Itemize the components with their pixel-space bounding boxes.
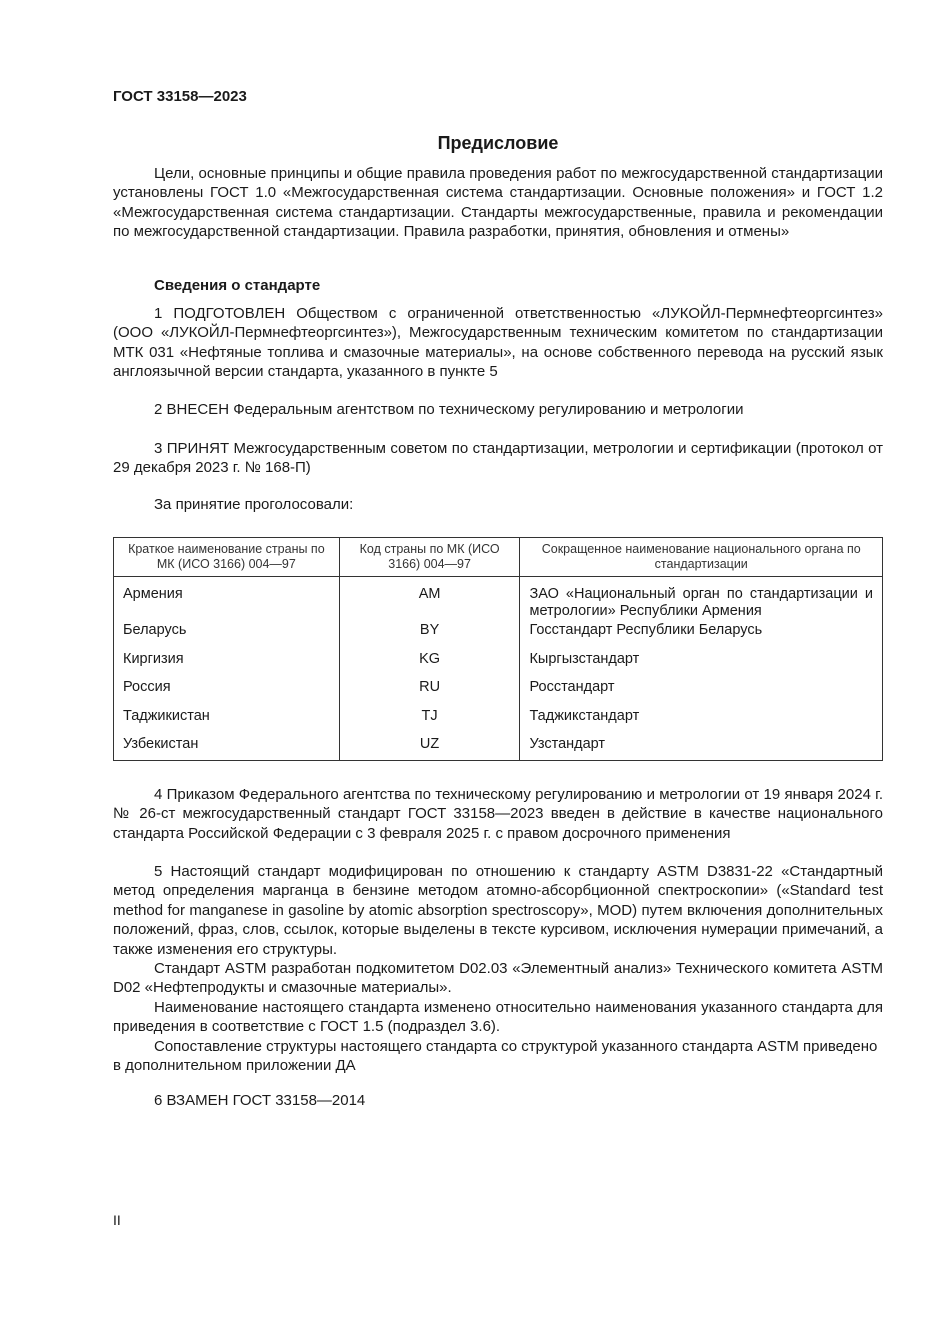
table-row (114, 622, 883, 651)
country-cell: Киргизия (114, 651, 340, 680)
table-row (114, 708, 883, 737)
intro-paragraph: Цели, основные принципы и общие правила проведения работ по межгосударственной стандартизации установлены ГОСТ 1.0 «Межгосударственная система стандартизации. Основные положения» и ГОСТ 1.2 «Межгосударственная система стандартизации. Стандарты межгосударственные, правила и рекомендации по межгосударственной стандартизации. Правила разработки, принятия, обновления и отмены» (113, 165, 883, 241)
body-cell: ЗАО «Национальный орган по стандартизации и метрологии» Республики Армения (520, 577, 883, 623)
country-cell: Беларусь (114, 622, 340, 651)
body-cell: Таджикстандарт (520, 708, 883, 737)
document-header: ГОСТ 33158—2023 (113, 88, 247, 105)
table-header-row (114, 538, 883, 577)
page-title: Предисловие (437, 133, 559, 153)
table-row (114, 736, 883, 761)
voted-label: За принятие проголосовали: (154, 496, 354, 513)
item-5-paragraph: 5 Настоящий стандарт модифицирован по отношению к стандарту ASTM D3831-22 «Стандартный метод определения марганца в бензине методом атомно-абсорбционной спектроскопии» («Standard test method for manganese in gasoline by atomic absorption spectroscopy», MOD) путем включения дополнительных положений, фраз, слов, ссылок, которые выделены в тексте курсивом, исключения нумерации примечаний, а также изменения его структуры. (113, 863, 883, 958)
voting-table (113, 537, 883, 761)
table-row (114, 679, 883, 708)
table-row (114, 577, 883, 623)
item-4-paragraph: 4 Приказом Федерального агентства по техническому регулированию и метрологии от 19 января 2024 г. № 26-ст межгосударственный стандарт ГОСТ 33158—2023 введен в действие в качестве национального стандарта Российской Федерации с 3 февраля 2025 г. с правом досрочного применения (113, 786, 883, 842)
page-number: II (113, 1212, 121, 1228)
country-cell: Россия (114, 679, 340, 708)
item-5-note-name: Наименование настоящего стандарта изменено относительно наименования указанного стандарта для приведения в соответствие с ГОСТ 1.5 (подраздел 3.6). (113, 998, 883, 1036)
code-cell: KG (339, 651, 520, 680)
code-cell: BY (339, 622, 520, 651)
code-cell: TJ (339, 708, 520, 737)
table-header-code: Код страны по МК (ИСО 3166) 004—97 (339, 538, 520, 577)
item-6-paragraph: 6 ВЗАМЕН ГОСТ 33158—2014 (154, 1092, 366, 1109)
code-cell: RU (339, 679, 520, 708)
code-cell: AM (339, 577, 520, 623)
item-3-paragraph: 3 ПРИНЯТ Межгосударственным советом по стандартизации, метрологии и сертификации (протокол от 29 декабря 2023 г. № 168-П) (113, 440, 883, 477)
body-cell: Кыргызстандарт (520, 651, 883, 680)
item-2-paragraph: 2 ВНЕСЕН Федеральным агентством по техническому регулированию и метрологии (154, 401, 744, 418)
country-cell: Таджикистан (114, 708, 340, 737)
item-5-note-astm: Стандарт ASTM разработан подкомитетом D02.03 «Элементный анализ» Технического комитета ASTM D02 «Нефтепродукты и смазочные материалы». (113, 960, 883, 997)
section-title: Сведения о стандарте (154, 277, 321, 294)
table-row (114, 651, 883, 680)
item-5-note-structure: Сопоставление структуры настоящего стандарта со структурой указанного стандарта ASTM приведено в дополнительном приложении ДА (113, 1037, 878, 1075)
item-5-section (113, 862, 883, 1075)
body-cell: Госстандарт Республики Беларусь (520, 622, 883, 651)
item-1-paragraph: 1 ПОДГОТОВЛЕН Обществом с ограниченной ответственностью «ЛУКОЙЛ-Пермнефтеоргсинтез» (ООО «ЛУКОЙЛ-Пермнефтеоргсинтез»), Межгосударственным техническим комитетом по стандартизации МТК 031 «Нефтяные топлива и смазочные материалы», на основе собственного перевода на русский язык англоязычной версии стандарта, указанного в пункте 5 (113, 305, 883, 381)
body-cell: Узстандарт (520, 736, 883, 761)
body-cell: Росстандарт (520, 679, 883, 708)
code-cell: UZ (339, 736, 520, 761)
table-header-country: Краткое наименование страны по МК (ИСО 3166) 004—97 (114, 538, 340, 577)
country-cell: Армения (114, 577, 340, 623)
table-header-body: Сокращенное наименование национального органа по стандартизации (520, 538, 883, 577)
country-cell: Узбекистан (114, 736, 340, 761)
